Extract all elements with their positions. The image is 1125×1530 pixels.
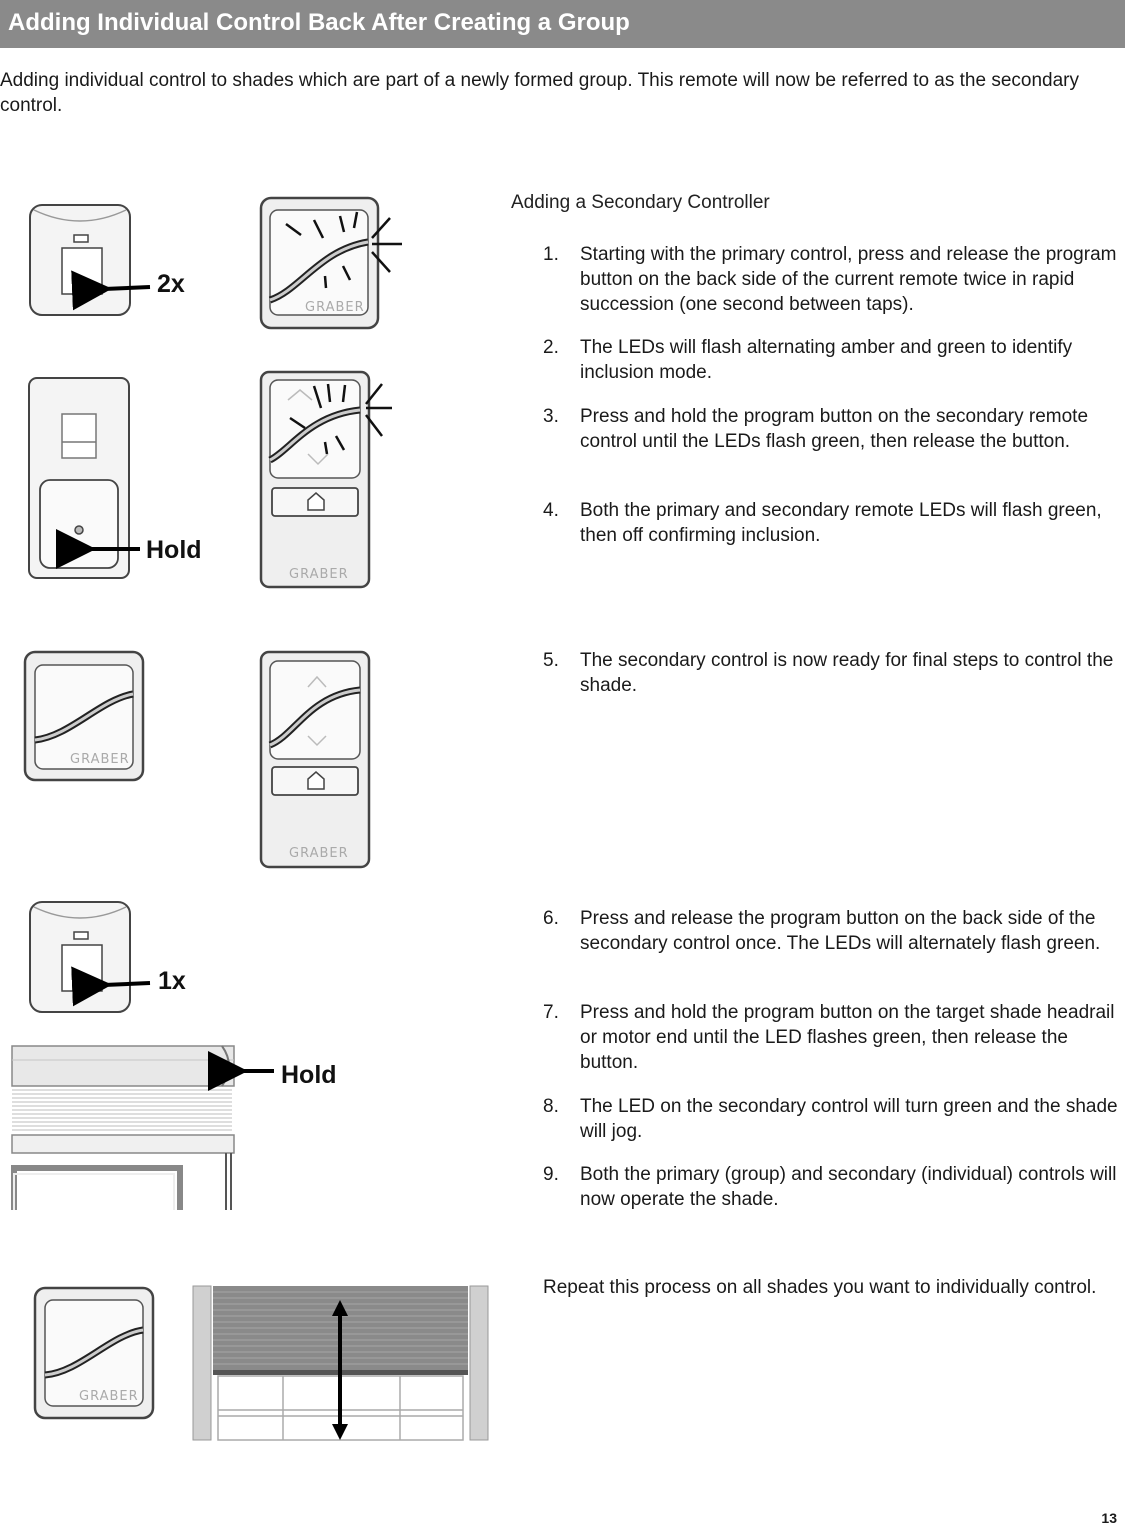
- callout-1x: 1x: [158, 967, 186, 995]
- step-text: The LEDs will flash alternating amber and green to identify inclusion mode.: [580, 337, 1073, 383]
- step-number: 9.: [543, 1164, 559, 1185]
- remote-front-home-flashing-illustration: [261, 372, 392, 587]
- closing-note: [543, 1275, 1103, 1300]
- step-number: 2.: [543, 337, 559, 358]
- step-9: [543, 1162, 1125, 1212]
- step-number: 7.: [543, 1002, 559, 1023]
- step-5: [543, 648, 1125, 698]
- step-text: Starting with the primary control, press and release the program button on the back side of the current remote twice in rapid succession (one second between taps).: [580, 244, 1117, 315]
- step-3: [543, 404, 1125, 454]
- step-number: 6.: [543, 908, 559, 929]
- section-title: Adding a Secondary Controller: [511, 192, 770, 213]
- remote-front-flashing-illustration: [261, 198, 402, 328]
- remote-back-1x-illustration: [30, 902, 150, 1012]
- brand-logo: GRABER: [289, 846, 349, 861]
- step-text: Both the primary and secondary remote LEDs will flash green, then off confirming inclusion.: [580, 500, 1102, 546]
- remote-small-front-final-illustration: [35, 1288, 153, 1418]
- remote-tall-front-illustration: [261, 652, 369, 867]
- step-text: The secondary control is now ready for final steps to control the shade.: [580, 650, 1114, 696]
- step-number: 3.: [543, 406, 559, 427]
- shade-headrail-illustration: [12, 1046, 274, 1210]
- closing-text: Repeat this process on all shades you want to individually control.: [543, 1277, 1097, 1298]
- brand-logo: GRABER: [70, 752, 130, 767]
- step-4: [543, 498, 1125, 548]
- step-text: Both the primary (group) and secondary (individual) controls will now operate the shade.: [580, 1164, 1117, 1210]
- step-text: Press and hold the program button on the target shade headrail or motor end until the LED flashes green, then release the button.: [580, 1002, 1115, 1073]
- step-number: 8.: [543, 1096, 559, 1117]
- step-6: [543, 906, 1125, 956]
- window-shade-illustration: [193, 1286, 488, 1440]
- step-number: 1.: [543, 244, 559, 265]
- step-7: [543, 1000, 1125, 1075]
- step-8: [543, 1094, 1125, 1144]
- brand-logo: GRABER: [305, 300, 365, 315]
- step-number: 4.: [543, 500, 559, 521]
- remote-back-hold-illustration: [29, 378, 140, 578]
- step-number: 5.: [543, 650, 559, 671]
- brand-logo: GRABER: [289, 567, 349, 582]
- intro-paragraph: Adding individual control to shades which are part of a newly formed group. This remote will now be referred to as the secondary control.: [0, 70, 1080, 116]
- callout-hold: Hold: [146, 536, 202, 564]
- callout-2x: 2x: [157, 270, 185, 298]
- step-text: Press and release the program button on the back side of the secondary control once. The LEDs will alternately flash green.: [580, 908, 1101, 954]
- illustrations: [0, 180, 500, 1460]
- step-text: The LED on the secondary control will turn green and the shade will jog.: [580, 1096, 1118, 1142]
- page-title: Adding Individual Control Back After Creating a Group: [8, 9, 630, 36]
- step-text: Press and hold the program button on the secondary remote control until the LEDs flash green, then release the button.: [580, 406, 1089, 452]
- header-bar: [0, 0, 1125, 48]
- step-1: [543, 242, 1125, 317]
- callout-hold-headrail: Hold: [281, 1061, 337, 1089]
- remote-back-2x-illustration: [30, 205, 150, 315]
- remote-small-front-illustration: [25, 652, 143, 780]
- step-2: [543, 335, 1125, 385]
- brand-logo: GRABER: [79, 1389, 139, 1404]
- page-number: 13: [1101, 1510, 1117, 1526]
